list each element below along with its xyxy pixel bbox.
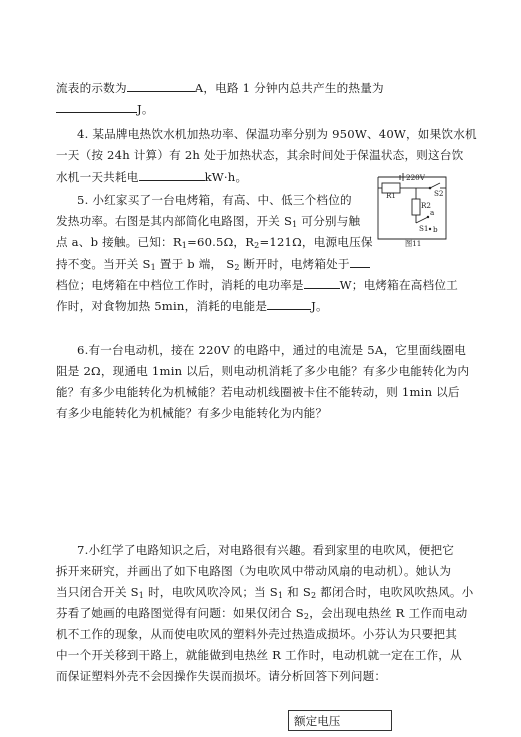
q5-text: W；电烤箱在高档位工 [339,278,458,292]
q3-text: J。 [137,102,154,116]
q7-text: 时，电吹风吹冷风；当 S [144,585,278,599]
contact-a [427,216,429,218]
s1-label: S1 [419,224,429,233]
answer-blank[interactable] [350,256,370,268]
q7-line-6: 中一个开关移到干路上，就能做到电热丝 R 工作时，电动机就一定在工作，从 [56,648,462,662]
q5-text: 断开时，电烤箱处于 [239,257,350,271]
q7-line-1: 7.小红学了电路知识之后，对电路很有兴趣。看到家里的电吹风，便把它 [77,543,455,557]
q6-line-3: 能？有多少电能转化为机械能？若电动机线圈被卡住不能转动，则 1min 以后 [56,385,460,399]
answer-blank[interactable] [127,80,195,92]
q7-line-5: 机不工作的现象，从而使电吹风的塑料外壳过热造成损坏。小芬认为只要把其 [56,627,457,641]
q5-line-2 [56,214,360,228]
answer-blank[interactable] [267,298,311,310]
answer-blank[interactable] [56,101,137,113]
r2-label: R2 [421,201,431,210]
q3-line-2 [56,101,154,116]
subscript: 1 [150,263,156,272]
q7-line-7: 而保证塑料外壳不会因操作失误而损坏。请分析回答下列问题： [56,669,387,683]
q5-text: 点 a、b 接触。已知：R [56,235,182,249]
switch-contact [429,187,432,190]
q7-line-4 [56,606,467,620]
q7-line-2: 拆开来研究，并画出了如下电路图（为电吹风中带动风扇的电动机）。她认为 [56,564,452,578]
q5-text: 档位；电烤箱在中档位工作时，消耗的电功率是 [56,278,304,292]
b-label: b [433,225,438,234]
q5-text: J。 [311,299,328,313]
q5-line-1: 5. 小红家买了一台电烤箱，有高、中、低三个档位的 [77,193,352,207]
q7-text: 芬看了她画的电路图觉得有问题：如果仅闭合 S [56,606,304,620]
a-label: a [430,208,435,217]
q3-line-1 [56,80,384,95]
q5-text: 发热功率。右图是其内部简化电路图，开关 S [56,214,293,228]
q4-line-3 [56,169,247,184]
q5-text: 持不变。当开关 S [56,257,151,271]
rated-voltage-label: 额定电压 [294,714,341,728]
q5-line-3 [56,235,373,249]
q6-line-4: 有多少电能转化为机械能？有多少电能转化为内能？ [56,406,328,420]
subscript: 1 [277,591,284,600]
q5-line-5 [56,277,458,292]
q6-line-2: 阻是 2Ω，现通电 1min 以后，则电动机消耗了多少电能？有多少电能转化为内 [56,364,470,378]
q7-text: 当只闭合开关 S [56,585,139,599]
q5-text: 作时，对食物加热 5min，消耗的电能是 [56,299,268,313]
q5-text: 可分别与触 [297,214,361,228]
r2-resistor [412,199,420,215]
q7-line-3 [56,585,473,599]
answer-blank[interactable] [139,169,205,181]
subscript: 1 [181,241,188,250]
q5-text: =60.5Ω，R [187,235,255,249]
figure-caption: 图11 [405,239,422,247]
subscript: 1 [292,220,298,229]
answer-blank[interactable] [304,277,340,289]
contact-b [429,228,431,230]
q3-text: 流表的示数为 [56,81,127,95]
s2-label: S2 [434,189,444,198]
q5-line-4 [56,256,370,271]
q3-text: A，电路 1 分钟内总共产生的热量为 [194,81,384,95]
q4-line-2: 一天（按 24h 计算）有 2h 处于加热状态，其余时间处于保温状态，则这台饮 [56,148,464,162]
q5-text: 置于 b 端， S [155,257,235,271]
q4-text: kW·h。 [204,170,248,184]
q7-text: ，会出现电热丝 R 工作而电动 [309,606,468,620]
q5-line-6 [56,298,328,313]
subscript: 2 [254,241,260,250]
q5-text: =121Ω，电源电压保 [259,235,373,249]
q7-text: 都闭合时，电吹风吹热风。小 [316,585,474,599]
q7-text: 和 S [283,585,311,599]
voltage-label: 220V [406,173,425,182]
s1-switch-blade [416,217,428,223]
subscript: 1 [138,591,145,600]
q4-text: 水机一天共耗电 [56,170,139,184]
q6-line-1: 6.有一台电动机，接在 220V 的电路中，通过的电流是 5A，它里面线圈电 [77,343,467,357]
subscript: 2 [303,612,310,621]
subscript: 2 [310,591,317,600]
s2-switch-blade [430,183,440,188]
subscript: 2 [234,263,240,272]
q4-line-1: 4. 某品牌电热饮水机加热功率、保温功率分别为 950W、40W，如果饮水机 [77,127,477,141]
rated-voltage-table-cell [288,710,392,731]
circuit-diagram [372,171,452,247]
r1-label: R1 [386,191,396,200]
